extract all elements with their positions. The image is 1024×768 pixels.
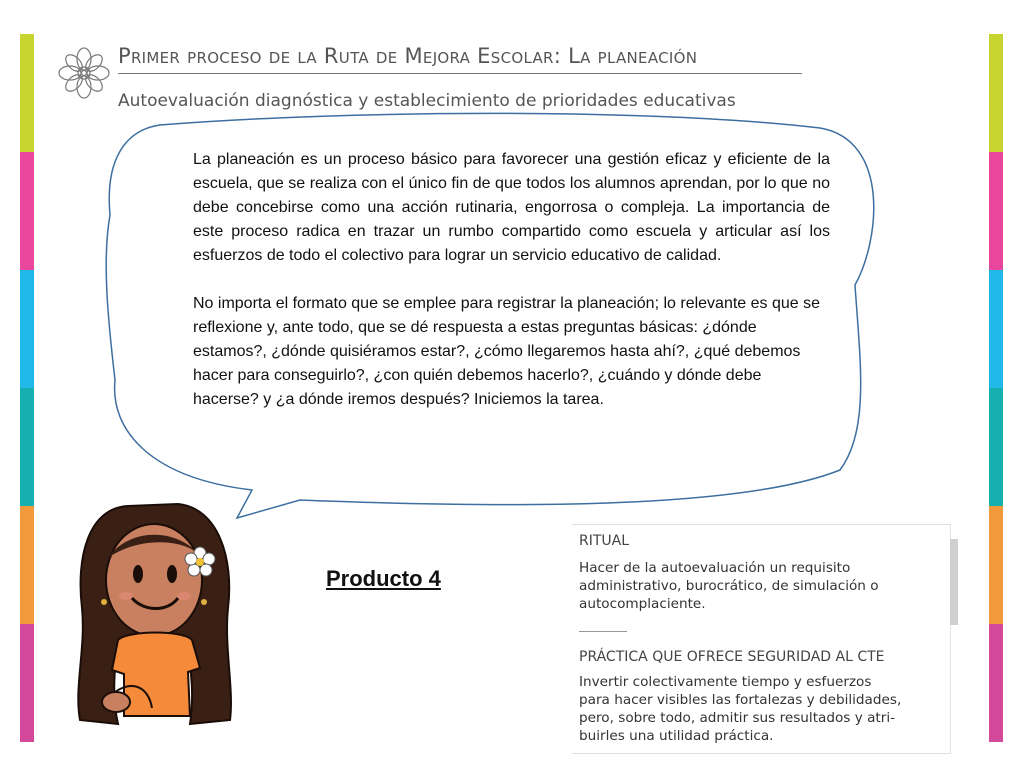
ritual-line: autocomplaciente.: [579, 596, 706, 612]
ritual-line: administrativo, burocrático, de simulación o: [579, 578, 879, 594]
questions-paragraph: No importa el formato que se emplee para registrar la planeación; lo relevante es que se reflexione y, ante todo, que se dé respuesta a estas preguntas básicas: ¿dónde estamos?, ¿dónde quisiéramos estar?, ¿cómo llegaremos hasta ahí?, ¿qué debemos hacer para conseguirlo?, ¿con quién debemos hacerlo?, ¿cuándo y dónde debe hacerse? y ¿a dónde iremos después? Iniciemos la tarea.: [193, 295, 821, 408]
practice-line: Invertir colectivamente tiempo y esfuerzos: [579, 674, 872, 690]
ritual-heading: RITUAL: [579, 533, 630, 549]
practice-heading: PRÁCTICA QUE OFRECE SEGURIDAD AL CTE: [579, 649, 885, 665]
practice-line: para hacer visibles las fortalezas y debilidades,: [579, 692, 902, 708]
planning-paragraph: La planeación es un proceso básico para favorecer una gestión eficaz y eficiente de la escuela, que se realiza con el único fin de que todos los alumnos aprendan, por lo que no debe concebirse como una acción rutinaria, engorrosa o compleja. La importancia de este proceso radica en trazar un rumbo compartido como escuela y articular así los esfuerzos de todo el colectivo para lograr un servicio educativo de calidad.: [193, 151, 830, 264]
page-subtitle: Autoevaluación diagnóstica y establecimiento de prioridades educativas: [118, 91, 736, 111]
card-scrollbar: [950, 539, 958, 625]
card-divider: [579, 631, 627, 632]
practice-line: buirles una utilidad práctica.: [579, 728, 774, 744]
practice-description: [579, 673, 901, 745]
product-label: Producto 4: [326, 566, 441, 591]
ritual-practice-card: [572, 524, 951, 754]
girl-illustration: [68, 498, 240, 730]
ritual-line: Hacer de la autoevaluación un requisito: [579, 560, 851, 576]
page-title: Primer proceso de la Ruta de Mejora Escolar: La planeación: [118, 44, 698, 68]
bubble-text: [193, 148, 830, 412]
practice-line: pero, sobre todo, admitir sus resultados y atri-: [579, 710, 896, 726]
ritual-description: [579, 559, 879, 613]
